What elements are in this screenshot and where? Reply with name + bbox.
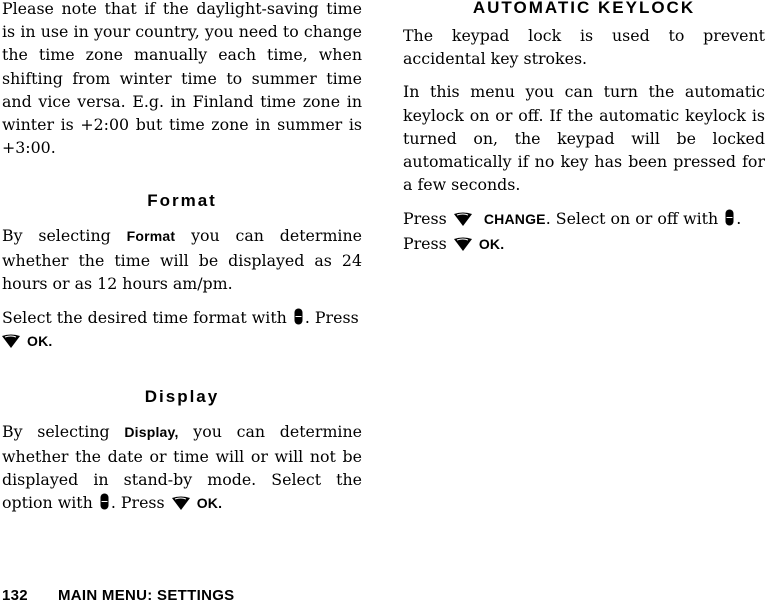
keylock-select-text: . Select on or off with — [545, 209, 719, 229]
format-text-pre: By selecting — [2, 226, 111, 246]
right-column — [403, 0, 765, 256]
format-select-paragraph — [2, 306, 362, 353]
section-title: MAIN MENU: SETTINGS — [57, 587, 235, 604]
format-heading: Format — [147, 191, 217, 211]
format-select-text: Select the desired time format with — [2, 308, 287, 328]
format-press-text: . Press — [304, 308, 359, 328]
keylock-ok-keyword: OK. — [478, 235, 505, 252]
soft-key-icon — [454, 212, 472, 226]
display-ok-keyword: OK. — [196, 495, 223, 512]
keylock-heading: AUTOMATIC KEYLOCK — [472, 0, 696, 17]
intro-paragraph: Please note that if the daylight-saving time is in use in your country, you need to change the time zone manually each time, when shifting from winter time to summer time and vice versa. E.g. in Finland time zone in winter is +2:00 but time zone in summer is +3:00. — [2, 0, 362, 158]
format-text-post: you can determine whether the time will be displayed as 24 hours or as 12 hours am/pm. — [2, 226, 363, 293]
display-text-pre: By selecting — [2, 422, 110, 442]
keylock-paragraph-2: In this menu you can turn the automatic keylock on or off. If the automatic keylock is turned on, the keypad will be locked automatically if no key has been pressed for a few seconds. — [403, 82, 765, 195]
left-column — [2, 0, 362, 515]
soft-key-icon — [454, 237, 472, 251]
page-number: 132 — [2, 587, 28, 604]
format-keyword: Format — [126, 228, 176, 245]
scroll-key-icon — [100, 493, 109, 510]
keylock-paragraph-1: The keypad lock is used to prevent accidental key strokes. — [403, 26, 765, 69]
page-footer — [2, 587, 234, 604]
keylock-press-text: Press — [403, 209, 447, 229]
display-press-text: . Press — [110, 493, 165, 513]
keylock-period: . — [736, 209, 742, 229]
display-paragraph — [2, 420, 362, 515]
display-heading: Display — [144, 387, 220, 407]
scroll-key-icon — [294, 308, 303, 325]
change-keyword: CHANGE — [483, 211, 546, 228]
soft-key-icon — [172, 496, 190, 510]
format-ok-keyword: OK. — [27, 333, 53, 350]
display-keyword: Display, — [124, 424, 179, 441]
soft-key-icon — [2, 334, 20, 348]
keylock-paragraph-3 — [403, 207, 765, 255]
format-paragraph — [2, 224, 362, 295]
display-text-post: you can determine whether the date or time will or will not be displayed in stand-by mode. Select the option with — [2, 422, 362, 513]
keylock-press-text-2: Press — [403, 233, 447, 253]
scroll-key-icon — [725, 209, 734, 226]
